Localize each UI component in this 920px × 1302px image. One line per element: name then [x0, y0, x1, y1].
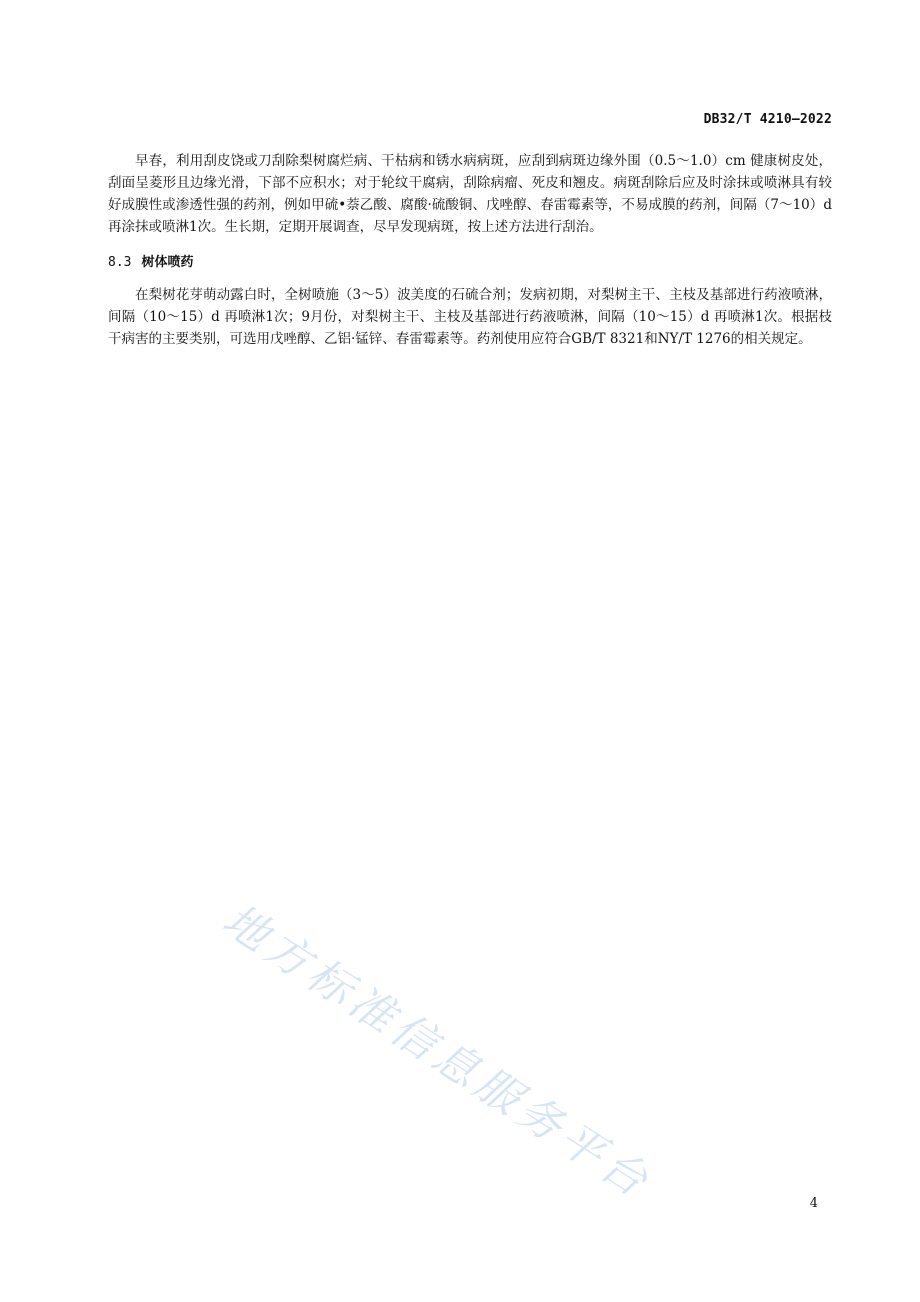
paragraph-tree-spraying: 在梨树花芽萌动露白时，全树喷施（3～5）波美度的石硫合剂；发病初期，对梨树主干、主枝及基部进行药液喷淋，间隔（10～15）d 再喷淋1次；9月份，对梨树主干、主枝及基部进行药液喷淋，间隔（10～15）d 再喷淋1次。根据枝干病害的主要类别，可选用戊唑醇、乙铝·锰锌、春雷霉素等。药剂使用应符合GB/T 8321和NY/T 1276的相关规定。 — [108, 287, 832, 347]
watermark-text: 地方标准信息服务平台 — [213, 894, 661, 1210]
document-id-header: DB32/T 4210—2022 — [703, 112, 832, 127]
paragraph-scraping-treatment: 早春，利用刮皮饶或刀刮除梨树腐烂病、干枯病和锈水病病斑，应刮到病斑边缘外围（0.5～1.0）cm 健康树皮处，刮面呈菱形且边缘光滑，下部不应积水；对于轮纹干腐病，刮除病瘤、死皮和翘皮。病斑刮除后应及时涂抹或喷淋具有较好成膜性或渗透性强的药剂，例如甲硫•萘乙酸、腐酸·硫酸铜、戊唑醇、春雷霉素等，不易成膜的药剂，间隔（7～10）d 再涂抹或喷淋1次。生长期，定期开展调查，尽早发现病斑，按上述方法进行刮治。 — [108, 153, 832, 235]
section-heading-8-3 — [108, 252, 832, 274]
section-title: 树体喷药 — [141, 255, 194, 270]
page-number: 4 — [809, 1196, 818, 1211]
section-number: 8.3 — [108, 255, 132, 270]
document-body — [108, 150, 832, 350]
